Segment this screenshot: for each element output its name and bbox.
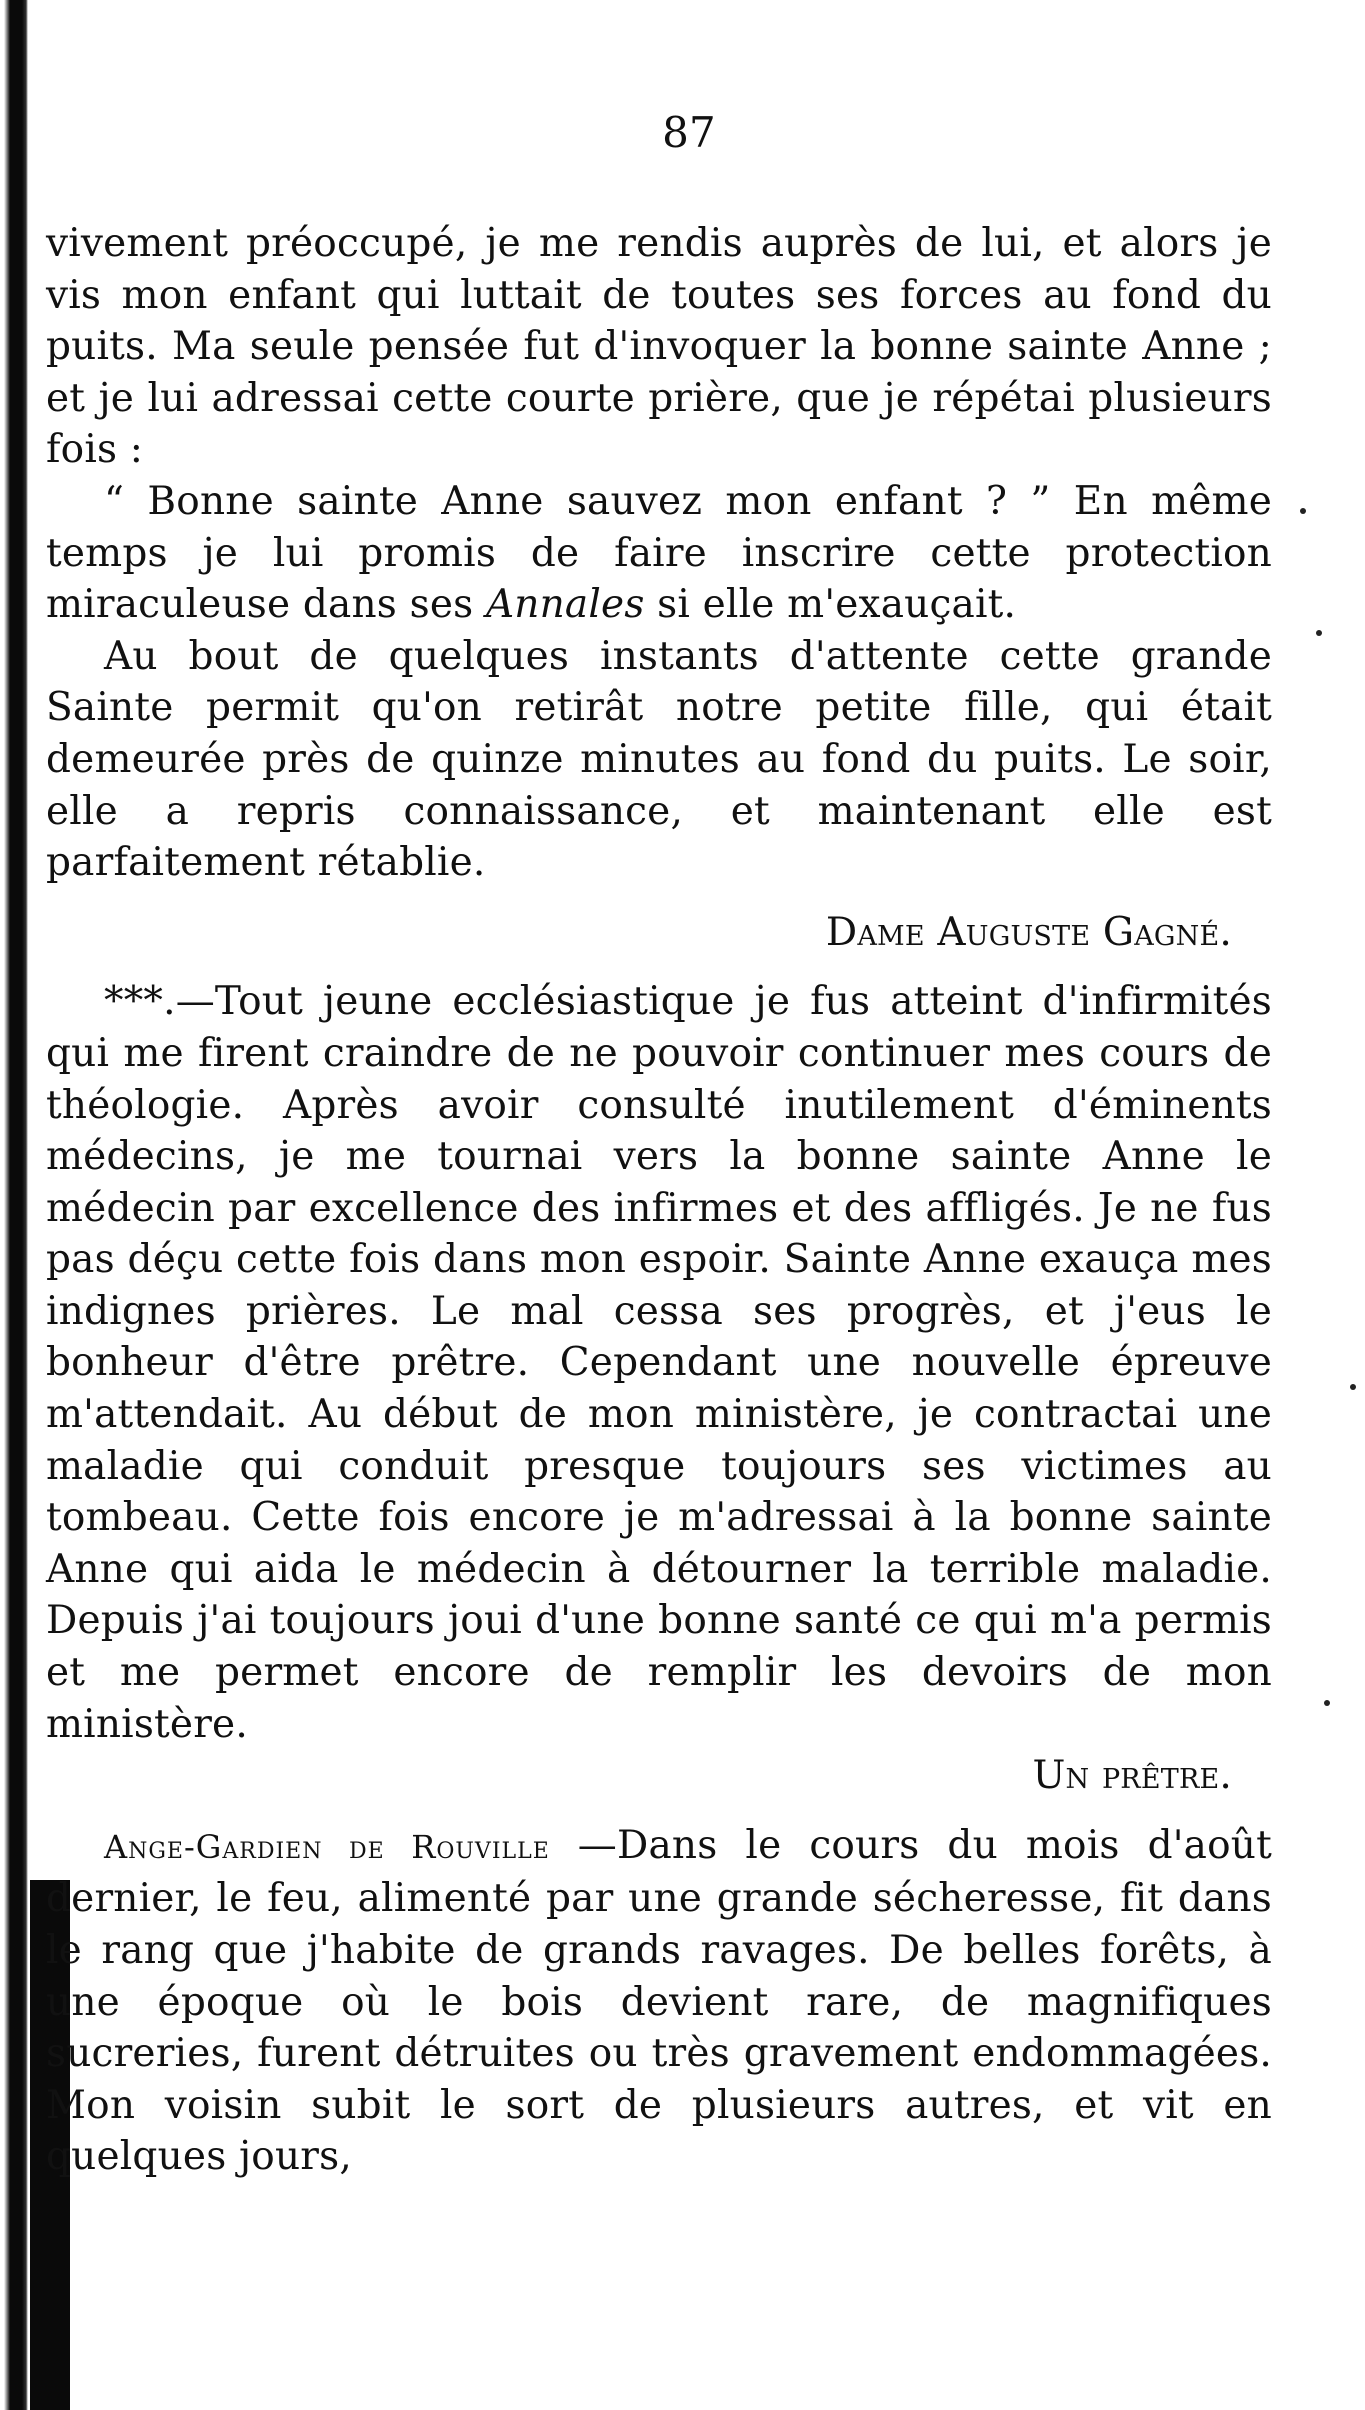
paragraph-5-lead: Ange-Gardien de Rouville — [104, 1827, 550, 1866]
print-speck — [1350, 1384, 1356, 1390]
book-binding-shadow — [0, 0, 28, 2410]
print-speck — [1300, 508, 1306, 514]
paragraph-5 — [46, 1820, 1272, 2183]
print-speck — [1324, 1700, 1330, 1706]
signature-2: Un prêtre. — [1032, 1753, 1232, 1799]
paragraph-2 — [46, 476, 1272, 631]
page-body — [46, 108, 1272, 2183]
paragraph-3: Au bout de quelques instants d'attente cette grande Sainte permit qu'on retirât notre petite fille, qui était demeurée près de quinze minutes au fond du puits. Le soir, elle a repris connaissance, et maintenant elle est parfaitement rétablie. — [46, 633, 1272, 886]
paragraph-2-text-b: si elle m'exauçait. — [644, 582, 1017, 628]
paragraph-4: ***.—Tout jeune ecclésiastique je fus atteint d'infirmités qui me firent craindre de ne pouvoir continuer mes cours de théologie. Après avoir consulté inutilement d'éminents médecins, je me tournai vers la bonne sainte Anne le médecin par excellence des infirmes et des affligés. Je ne fus pas déçu cette fois dans mon espoir. Sainte Anne exauça mes indignes prières. Le mal cessa ses progrès, et j'eus le bonheur d'être prêtre. Cependant une nouvelle épreuve m'attendait. Au début de mon ministère, je contractai une maladie qui conduit presque toujours ses victimes au tombeau. Cette fois encore je m'adressai à la bonne sainte Anne qui aida le médecin à détourner la terrible maladie. Depuis j'ai toujours joui d'une bonne santé ce qui m'a permis et me permet encore de remplir les devoirs de mon ministère. — [46, 979, 1272, 1747]
paragraph-2-italic: Annales — [485, 582, 645, 628]
paragraph-1: vivement préoccupé, je me rendis auprès de lui, et alors je vis mon enfant qui luttait de toutes ses forces au fond du puits. Ma seule pensée fut d'invoquer la bonne sainte Anne ; et je lui adressai cette courte prière, que je répétai plusieurs fois : — [46, 221, 1272, 473]
paragraph-2-text-a: “ Bonne sainte Anne sauvez mon enfant ? ” En même temps je lui promis de faire inscrire cette protection miraculeuse dans ses — [46, 478, 1272, 628]
signature-1: Dame Auguste Gagné. — [825, 909, 1232, 955]
print-speck — [1316, 630, 1322, 636]
paragraph-5-text: —Dans le cours du mois d'août dernier, le feu, alimenté par une grande sécheresse, fit dans le rang que j'habite de grands ravages. De belles forêts, à une époque où le bois devient rare, de magnifiques sucreries, furent détruites ou très gravement endommagées. Mon voisin subit le sort de plusieurs autres, et vit en quelques jours, — [46, 1822, 1272, 2180]
page-number: 87 — [662, 108, 716, 157]
